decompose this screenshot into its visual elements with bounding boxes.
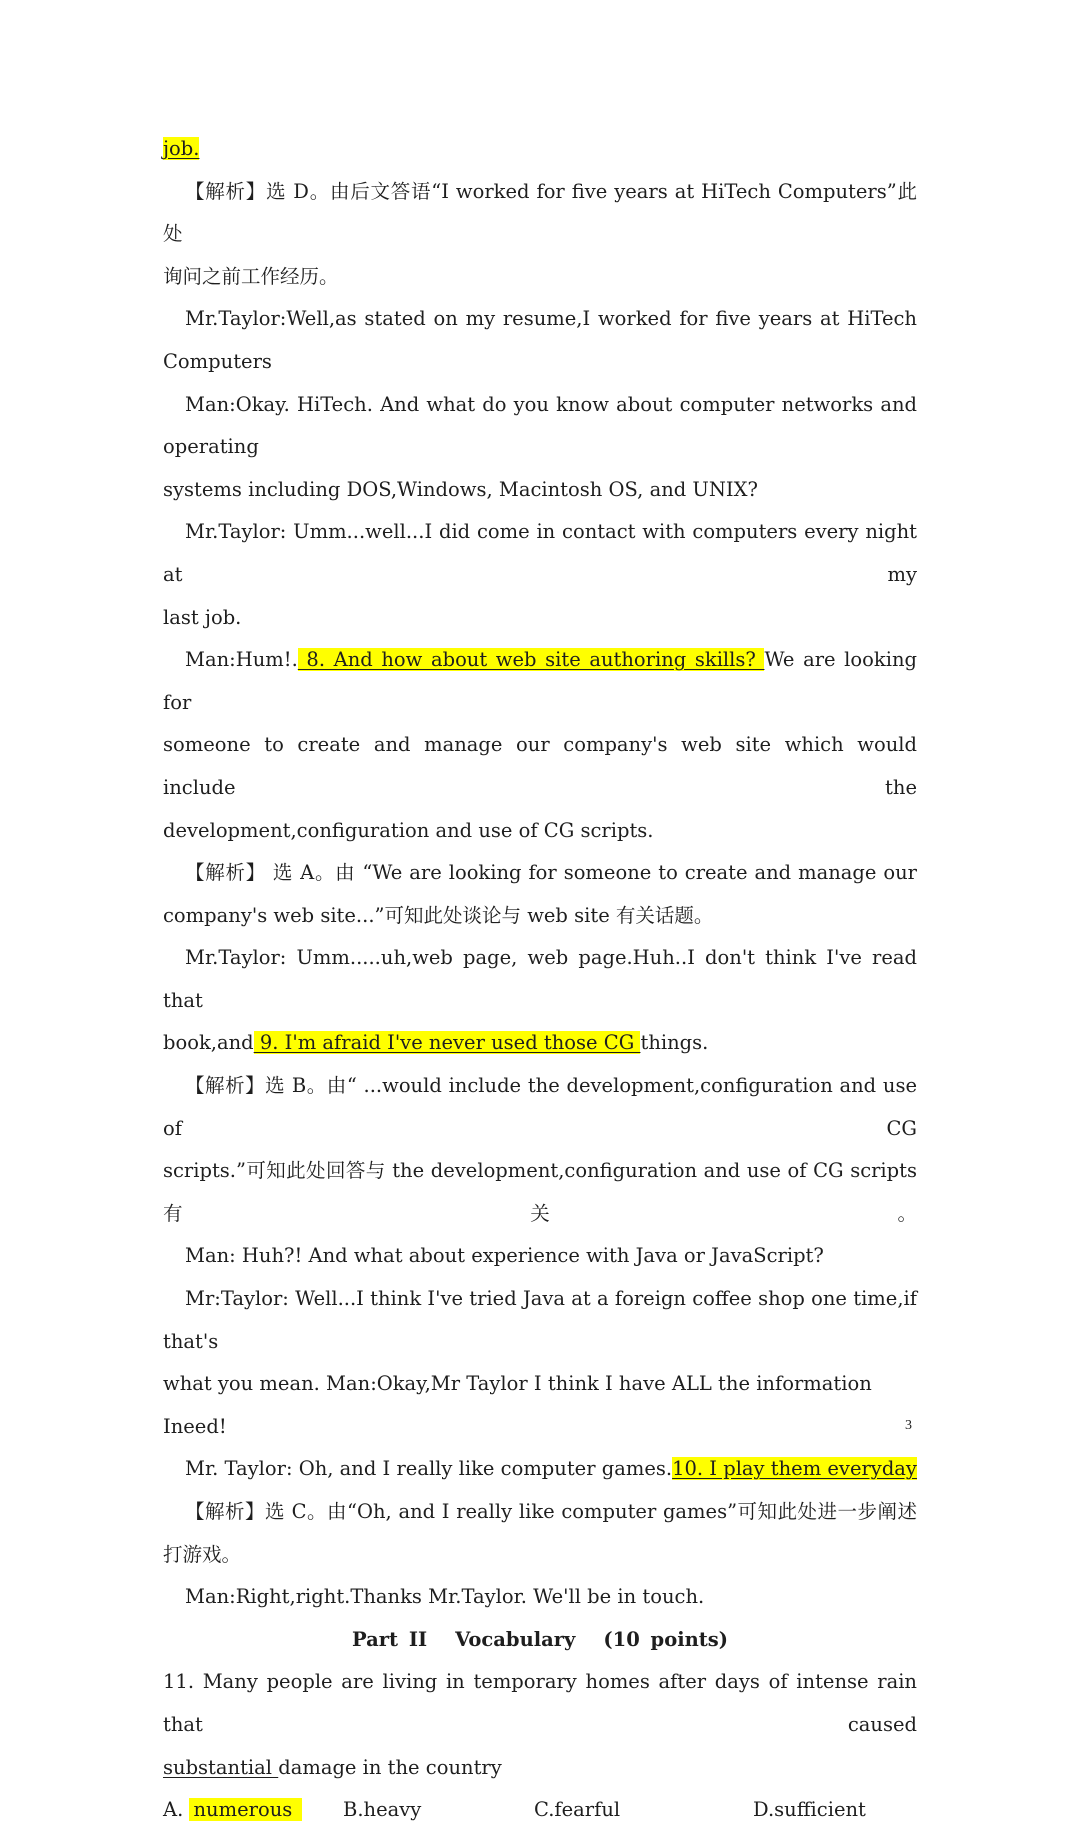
page-content bbox=[163, 128, 917, 1832]
analysis-line: 【解析】选 C。由“Oh, and I really like computer games”可知此处进一步阐述 bbox=[185, 1500, 917, 1523]
dialogue-line: Man:Right,right.Thanks Mr.Taylor. We'll be in touch. bbox=[185, 1585, 705, 1609]
analysis-line: company's web site...”可知此处谈论与 web site 有关话题。 bbox=[163, 903, 714, 927]
section-points: (10 points) bbox=[603, 1627, 728, 1651]
highlighted-answer: job. bbox=[163, 137, 200, 160]
underlined-word: substantial bbox=[163, 1755, 279, 1779]
dialogue-line: development,configuration and use of CG scripts. bbox=[163, 818, 654, 842]
dialogue-text: Mr. Taylor: Oh, and I really like computer games. bbox=[185, 1457, 673, 1481]
dialogue-line: Mr.Taylor:Well,as stated on my resume,I worked for five years at HiTech bbox=[185, 307, 917, 331]
dialogue-line: someone to create and manage our company's web site which would include the bbox=[163, 733, 917, 799]
dialogue-line: systems including DOS,Windows, Macintosh OS, and UNIX? bbox=[163, 477, 758, 501]
dialogue-line: Mr:Taylor: Well...I think I've tried Java at a foreign coffee shop one time,if that's bbox=[163, 1287, 917, 1353]
question-stem: 11. Many people are living in temporary homes after days of intense rain that caused bbox=[163, 1670, 917, 1736]
analysis-line: 询问之前工作经历。 bbox=[163, 264, 339, 288]
answer-options bbox=[163, 1789, 917, 1832]
dialogue-line: what you mean. Man:Okay,Mr Taylor I think I have ALL the information Ineed! bbox=[163, 1372, 872, 1438]
dialogue-text: We are looking for bbox=[163, 648, 917, 714]
analysis-line: 【解析】选 B。由“ ...would include the development,configuration and use of CG bbox=[163, 1074, 917, 1140]
option-c: C.fearful bbox=[534, 1798, 621, 1822]
section-heading bbox=[163, 1619, 917, 1662]
question-stem bbox=[163, 1747, 917, 1790]
question-text: damage in the country bbox=[278, 1755, 502, 1779]
page-number: 3 bbox=[905, 1418, 912, 1433]
dialogue-line bbox=[163, 639, 917, 724]
dialogue-line bbox=[163, 1448, 917, 1491]
analysis-line: 打游戏。 bbox=[163, 1542, 242, 1566]
speaker-text: Man:Hum!. bbox=[185, 648, 298, 672]
analysis-line: 【解析】 选 A。由 “We are looking for someone to create and manage our bbox=[185, 861, 917, 885]
dialogue-line: Computers bbox=[163, 349, 272, 373]
option-a bbox=[163, 1789, 302, 1832]
section-name: Vocabulary bbox=[455, 1627, 576, 1651]
option-d: D.sufficient bbox=[753, 1798, 866, 1822]
text-line bbox=[163, 128, 917, 171]
option-b: B.heavy bbox=[343, 1798, 422, 1822]
dialogue-line bbox=[163, 1022, 917, 1065]
dialogue-text: book,and bbox=[163, 1031, 254, 1055]
dialogue-line: Man:Okay. HiTech. And what do you know about computer networks and operating bbox=[163, 392, 917, 459]
analysis-line: 【解析】选 D。由后文答语“I worked for five years at HiTech Computers”此处 bbox=[163, 179, 917, 246]
dialogue-line: last job. bbox=[163, 605, 242, 629]
section-part: Part II bbox=[351, 1627, 428, 1651]
highlighted-answer: 9. I'm afraid I've never used those CG bbox=[253, 1031, 641, 1055]
dialogue-text: things. bbox=[640, 1031, 709, 1055]
highlighted-answer: 10. I play them everyday bbox=[672, 1457, 917, 1481]
option-a-text: numerous bbox=[189, 1798, 302, 1821]
highlighted-answer: 8. And how about web site authoring skills? bbox=[297, 648, 765, 672]
dialogue-line: Mr.Taylor: Umm.....uh,web page, web page.Huh..I don't think I've read that bbox=[163, 946, 917, 1012]
analysis-line: scripts.”可知此处回答与 the development,configuration and use of CG scripts 有关。 bbox=[163, 1159, 917, 1225]
dialogue-line: Man: Huh?! And what about experience with Java or JavaScript? bbox=[185, 1244, 824, 1268]
dialogue-line: Mr.Taylor: Umm...well...I did come in contact with computers every night at my bbox=[163, 520, 917, 586]
option-a-label: A. bbox=[163, 1798, 184, 1822]
